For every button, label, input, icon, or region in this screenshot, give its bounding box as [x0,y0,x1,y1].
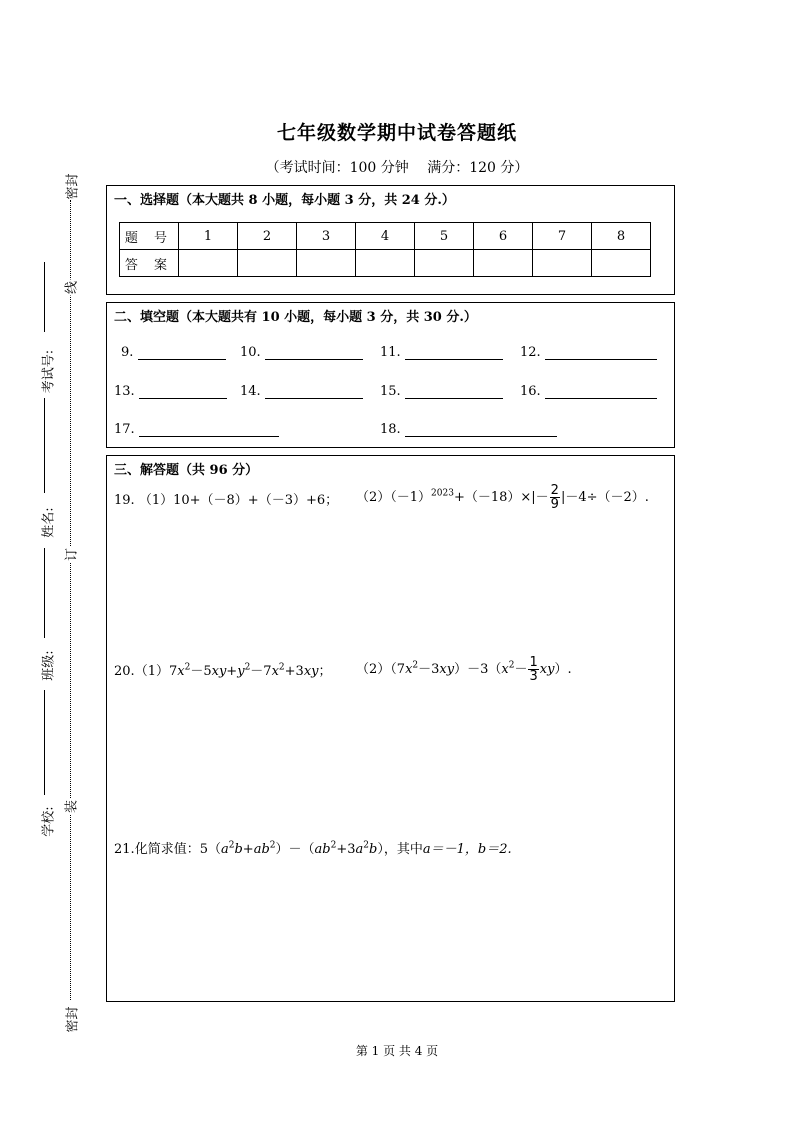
row-label-answer: 答 案 [120,250,179,277]
fill-item [380,345,503,360]
fill-item [520,345,657,360]
answer-cell[interactable] [415,250,474,277]
seal-label-bottom: 密封 [65,1006,81,1033]
exam-number-line-2[interactable] [44,398,45,493]
question-number: 3 [297,223,356,250]
question-20: $20.(1)7x^2-5xy+y^2-7x^2+3xy$； [114,662,332,679]
section-choice-heading: 一、选择题（本大题共 8 小题，每小题 3 分，共 24 分.） [114,193,455,208]
fill-blank[interactable] [405,345,503,360]
seal-label-top: 密封 [65,173,81,200]
answer-cell[interactable] [474,250,533,277]
question-number: 4 [356,223,415,250]
fill-blank[interactable] [545,345,657,360]
question-20-part-2: $(2)(7x^2-3xy)-3(x^2-$ $\frac{1}{3}$ xy）. [356,655,572,684]
answer-area-20[interactable] [110,692,670,822]
exam-info: （考试时间：100 分钟 满分：120 分） [265,160,529,176]
question-number: 5 [415,223,474,250]
answer-cell[interactable] [238,250,297,277]
fill-number: 9. [121,345,134,360]
question-number: 7 [533,223,592,250]
fill-item [240,384,363,399]
page-title: 七年级数学期中试卷答题纸 [276,122,517,144]
fill-number: 14. [240,384,261,399]
fill-blank[interactable] [138,345,226,360]
fill-blank[interactable] [405,422,557,437]
line-label: 线 [61,280,80,296]
answer-area-21[interactable] [110,862,670,996]
fill-blank[interactable] [545,384,657,399]
fill-item [121,345,226,360]
table-row [120,223,651,250]
answer-cell[interactable] [297,250,356,277]
question-19-part-2: $(2)(-1)^{2023}+(-18)\times|-$ $\frac{2}{9}$ |－4÷（－2）. [356,483,649,512]
fill-item [380,422,557,437]
fraction: $\frac{1}{3}$ [529,655,538,684]
class-line[interactable] [44,690,45,795]
fill-number: 10. [240,345,261,360]
fill-blank[interactable] [265,384,363,399]
fill-number: 15. [380,384,401,399]
fill-number: 12. [520,345,541,360]
fill-number: 13. [114,384,135,399]
question-number: 1 [179,223,238,250]
question-number: 2 [238,223,297,250]
fill-item [114,422,279,437]
bind-label-zhuang: 装 [61,799,80,815]
table-row [120,250,651,277]
question-number: 8 [592,223,651,250]
section-solve-heading: 三、解答题（共 96 分） [114,463,259,478]
class-label: 班级: [41,650,57,681]
name-line[interactable] [44,548,45,638]
binding-dotted-line [70,200,71,1000]
fill-blank[interactable] [139,422,279,437]
school-label: 学校: [41,806,57,837]
name-label: 姓名: [41,507,57,538]
fill-blank[interactable] [139,384,227,399]
section-fill-heading: 二、填空题（本大题共有 10 小题，每小题 3 分，共 30 分.） [114,310,477,325]
answer-area-19[interactable] [110,520,670,650]
question-21: 21.化简求值：$5(a^2b+ab^2)-(ab^2+3a^2b)$，其中a＝－1，b＝2. [114,840,512,857]
fill-blank[interactable] [405,384,503,399]
fill-number: 18. [380,422,401,437]
exam-number-label: 考试号: [41,349,57,394]
bind-label-ding: 订 [61,547,80,563]
fill-item [240,345,363,360]
fill-number: 16. [520,384,541,399]
fill-number: 17. [114,422,135,437]
fraction: $\frac{2}{9}$ [550,483,559,512]
answer-cell[interactable] [592,250,651,277]
answer-cell[interactable] [533,250,592,277]
fill-item [380,384,503,399]
fill-blank[interactable] [265,345,363,360]
fill-number: 11. [380,345,401,360]
question-19: 19. （1）10+（－8）+（－3）+6； [114,493,339,508]
exam-number-line[interactable] [44,262,45,332]
answer-cell[interactable] [356,250,415,277]
page-footer: 第 1 页 共 4 页 [355,1044,439,1058]
fill-item [114,384,227,399]
fill-item [520,384,657,399]
answer-cell[interactable] [179,250,238,277]
choice-answer-table [119,222,651,277]
question-number: 6 [474,223,533,250]
row-label-number: 题 号 [120,223,179,250]
